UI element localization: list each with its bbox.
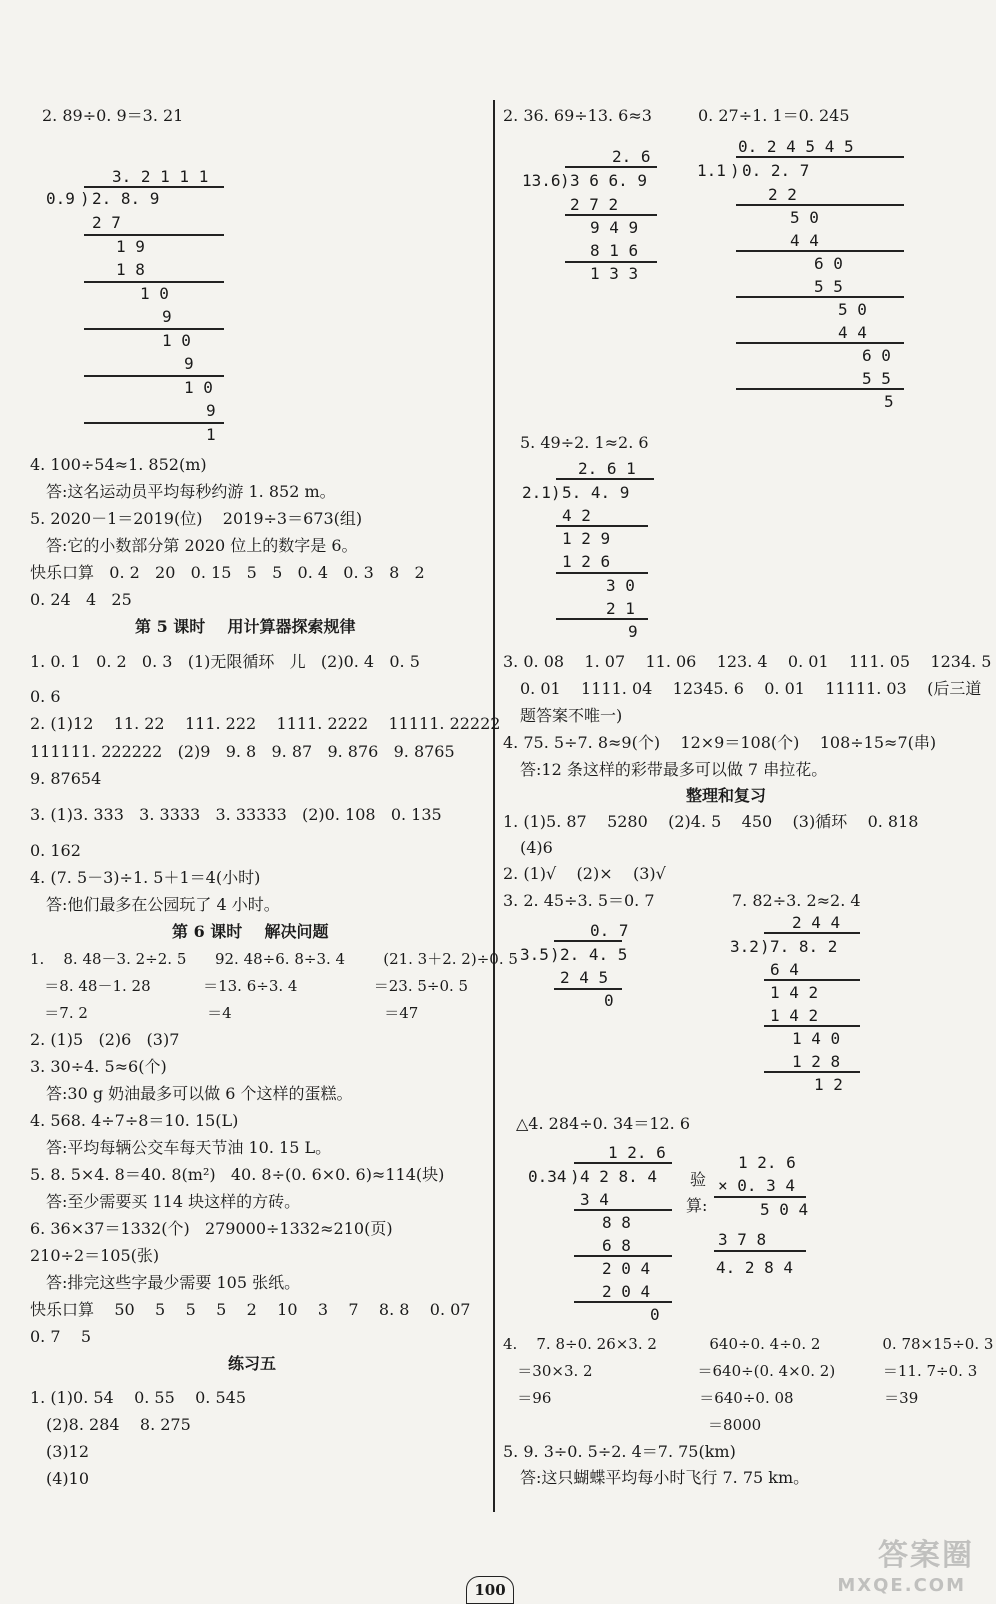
check-label: 算: — [686, 1196, 708, 1215]
dividend: 2. 4. 5 — [560, 945, 628, 964]
product: 4. 2 8 4 — [716, 1258, 794, 1277]
quotient: 0. 2 4 5 4 5 — [738, 137, 854, 156]
answer-line: 快乐口算 50 5 5 5 2 10 3 7 8. 8 0. 07 — [30, 1300, 471, 1319]
partial-product: 5 0 4 — [760, 1200, 809, 1219]
division-row: 6 0 — [814, 254, 843, 273]
division-row: 9 — [628, 622, 638, 641]
division-row: 2 0 4 — [602, 1259, 651, 1278]
dividend: 3 6 6. 9 — [570, 171, 648, 190]
division-row: 9 — [184, 354, 194, 373]
division-row: 2 4 5 — [560, 968, 609, 987]
multiplicand: 1 2. 6 — [738, 1153, 796, 1172]
division-row: 1 4 2 — [770, 1006, 819, 1025]
answer-line: 答:平均每辆公交车每天节油 10. 15 L。 — [46, 1138, 332, 1157]
division-row: 5 — [884, 392, 894, 411]
answer-line: 6. 36×37＝1332(个) 279000÷1332≈210(页) — [30, 1219, 393, 1238]
division-row: 4 2 — [562, 506, 591, 525]
answer-line: (3)12 — [46, 1442, 90, 1461]
division-row: 6 0 — [862, 346, 891, 365]
answer-line: ＝8. 48－1. 28 ＝13. 6÷3. 4 ＝23. 5÷0. 5 — [30, 977, 469, 995]
division-row: 4 4 — [838, 323, 867, 342]
division-row: 1 2 8 — [792, 1052, 841, 1071]
answer-line: 4. 75. 5÷7. 8≈9(个) 12×9＝108(个) 108÷15≈7(串) — [503, 733, 937, 752]
answer-line: 0. 27÷1. 1＝0. 245 — [698, 106, 850, 125]
division-row: 0 — [604, 991, 614, 1010]
answer-line: 2. (1)12 11. 22 111. 222 1111. 2222 11111. 22222 — [30, 714, 501, 733]
division-row: 5 0 — [838, 300, 867, 319]
division-row: 5 5 — [862, 369, 891, 388]
page-number: 100 — [466, 1576, 514, 1604]
division-row: 0 — [650, 1305, 660, 1324]
divisor: 0.9 — [46, 189, 75, 208]
dividend: 5. 4. 9 — [562, 483, 630, 502]
division-row: 2 1 — [606, 599, 635, 618]
division-row: 1 2 — [814, 1075, 843, 1094]
quotient: 2 4 4 — [792, 913, 841, 932]
answer-line: ＝7. 2 ＝4 ＝47 — [30, 1004, 419, 1022]
dividend: 0. 2. 7 — [742, 161, 810, 180]
answer-line: 5. 2020－1＝2019(位) 2019÷3＝673(组) — [30, 509, 363, 528]
division-row: 9 — [162, 307, 172, 326]
division-row: 4 4 — [790, 231, 819, 250]
division-row: 5 5 — [814, 277, 843, 296]
answer-line: △4. 284÷0. 34＝12. 6 — [516, 1114, 691, 1133]
division-row: 1 0 — [184, 378, 213, 397]
answer-line: 1. 8. 48－3. 2÷2. 5 92. 48÷6. 8÷3. 4 (21. 3＋2. 2)÷0. 5 — [30, 950, 518, 968]
answer-line: 0. 162 — [30, 841, 81, 860]
division-row: 5 0 — [790, 208, 819, 227]
divisor: 2.1 — [522, 483, 551, 502]
answer-line: 111111. 222222 (2)9 9. 8 9. 87 9. 876 9. 8765 — [30, 742, 455, 761]
answer-line: ＝8000 — [503, 1416, 762, 1434]
division-row: 1 — [206, 425, 216, 444]
answer-line: 1. (1)0. 54 0. 55 0. 545 — [30, 1388, 247, 1407]
divisor: 13.6 — [522, 171, 561, 190]
division-row: 8 8 — [602, 1213, 631, 1232]
answer-line: 5. 49÷2. 1≈2. 6 — [520, 433, 649, 452]
division-row: 1 0 — [162, 331, 191, 350]
answer-line: (4)10 — [46, 1469, 90, 1488]
answer-line: 答:至少需要买 114 块这样的方砖。 — [46, 1192, 301, 1211]
answer-line: (4)6 — [520, 838, 553, 857]
quotient: 1 2. 6 — [608, 1143, 666, 1162]
column-divider — [493, 100, 495, 1512]
division-row: 1 8 — [116, 260, 145, 279]
answer-line: 3. 0. 08 1. 07 11. 06 123. 4 0. 01 111. 05 1234. 5 — [503, 652, 992, 671]
answer-line: 答:这名运动员平均每秒约游 1. 852 m。 — [46, 482, 336, 501]
quotient: 2. 6 1 — [578, 459, 636, 478]
answer-line: 2. 89÷0. 9＝3. 21 — [42, 106, 184, 125]
divisor: 3.5 — [520, 945, 549, 964]
partial-product: 3 7 8 — [718, 1230, 767, 1249]
answer-line: 答:它的小数部分第 2020 位上的数字是 6。 — [46, 536, 358, 555]
answer-line: 答:他们最多在公园玩了 4 小时。 — [46, 895, 280, 914]
answer-line: 9. 87654 — [30, 769, 102, 788]
section-heading: 整理和复习 — [686, 786, 767, 805]
answer-line: 题答案不唯一) — [520, 706, 623, 725]
answer-line: 5. 9. 3÷0. 5÷2. 4＝7. 75(km) — [503, 1442, 736, 1461]
answer-line: ＝96 ＝640÷0. 08 ＝39 — [503, 1389, 919, 1407]
division-row: 1 4 2 — [770, 983, 819, 1002]
division-row: 2 7 2 — [570, 195, 619, 214]
answer-line: 2. (1)5 (2)6 (3)7 — [30, 1030, 180, 1049]
division-row: 9 4 9 — [590, 218, 639, 237]
division-row: 1 0 — [140, 284, 169, 303]
answer-line: 答:排完这些字最少需要 105 张纸。 — [46, 1273, 301, 1292]
division-row: 1 2 6 — [562, 552, 611, 571]
answer-line: 210÷2＝105(张) — [30, 1246, 160, 1265]
check-label: 验 — [690, 1170, 707, 1189]
watermark-logo: 答案圈 — [878, 1538, 974, 1573]
answer-line: 3. 2. 45÷3. 5＝0. 7 — [503, 891, 655, 910]
answer-line: 3. (1)3. 333 3. 3333 3. 33333 (2)0. 108 0. 135 — [30, 805, 442, 824]
answer-line: 0. 01 1111. 04 12345. 6 0. 01 11111. 03 (后三道 — [520, 679, 982, 698]
division-row: 6 4 — [770, 960, 799, 979]
division-row: 3 0 — [606, 576, 635, 595]
answer-line: 0. 24 4 25 — [30, 590, 132, 609]
answer-line: 1. 0. 1 0. 2 0. 3 (1)无限循环 儿 (2)0. 4 0. 5 — [30, 652, 420, 671]
division-row: 1 9 — [116, 237, 145, 256]
division-row: 9 — [206, 401, 216, 420]
answer-line: 3. 30÷4. 5≈6(个) — [30, 1057, 167, 1076]
quotient: 2. 6 — [612, 147, 651, 166]
answer-line: 4. (7. 5－3)÷1. 5＋1＝4(小时) — [30, 868, 261, 887]
section-heading: 练习五 — [228, 1354, 277, 1373]
answer-line: 0. 6 — [30, 687, 61, 706]
answer-line: 答:12 条这样的彩带最多可以做 7 串拉花。 — [520, 760, 828, 779]
answer-line: 7. 82÷3. 2≈2. 4 — [732, 891, 861, 910]
dividend: 2. 8. 9 — [92, 189, 160, 208]
divisor: 3.2 — [730, 937, 759, 956]
division-row: 1 2 9 — [562, 529, 611, 548]
quotient: 3. 2 1 1 1 — [112, 167, 209, 186]
answer-line: ＝30×3. 2 ＝640÷(0. 4×0. 2) ＝11. 7÷0. 3 — [503, 1362, 978, 1380]
answer-line: 2. (1)√ (2)× (3)√ — [503, 864, 666, 883]
watermark-url: MXQE.COM — [837, 1575, 966, 1596]
section-heading: 第 6 课时 解决问题 — [172, 922, 329, 941]
answer-line: 4. 100÷54≈1. 852(m) — [30, 455, 207, 474]
answer-line: 4. 7. 8÷0. 26×3. 2 640÷0. 4÷0. 2 0. 78×15÷0. 3 — [503, 1335, 994, 1353]
division-row: 2 2 — [768, 185, 797, 204]
section-heading: 第 5 课时 用计算器探索规律 — [135, 617, 356, 636]
division-row: 1 4 0 — [792, 1029, 841, 1048]
divisor: 0.34 — [528, 1167, 567, 1186]
answer-line: (2)8. 284 8. 275 — [46, 1415, 191, 1434]
answer-line: 2. 36. 69÷13. 6≈3 — [503, 106, 652, 125]
answer-line: 答:30 g 奶油最多可以做 6 个这样的蛋糕。 — [46, 1084, 353, 1103]
answer-line: 0. 7 5 — [30, 1327, 92, 1346]
answer-line: 4. 568. 4÷7÷8＝10. 15(L) — [30, 1111, 239, 1130]
division-row: 2 0 4 — [602, 1282, 651, 1301]
answer-line: 快乐口算 0. 2 20 0. 15 5 5 0. 4 0. 3 8 2 — [30, 563, 425, 582]
division-row: 3 4 — [580, 1190, 609, 1209]
quotient: 0. 7 — [590, 921, 629, 940]
dividend: 4 2 8. 4 — [580, 1167, 658, 1186]
answer-line: 1. (1)5. 87 5280 (2)4. 5 450 (3)循环 0. 818 — [503, 812, 919, 831]
multiplier: × 0. 3 4 — [718, 1176, 796, 1195]
divisor: 1.1 — [697, 161, 726, 180]
dividend: 7. 8. 2 — [770, 937, 838, 956]
division-row: 8 1 6 — [590, 241, 639, 260]
answer-line: 答:这只蝴蝶平均每小时飞行 7. 75 km。 — [520, 1468, 810, 1487]
answer-line: 5. 8. 5×4. 8＝40. 8(m²) 40. 8÷(0. 6×0. 6)≈114(块) — [30, 1165, 445, 1184]
division-row: 6 8 — [602, 1236, 631, 1255]
division-row: 1 3 3 — [590, 264, 639, 283]
division-row: 2 7 — [92, 213, 121, 232]
